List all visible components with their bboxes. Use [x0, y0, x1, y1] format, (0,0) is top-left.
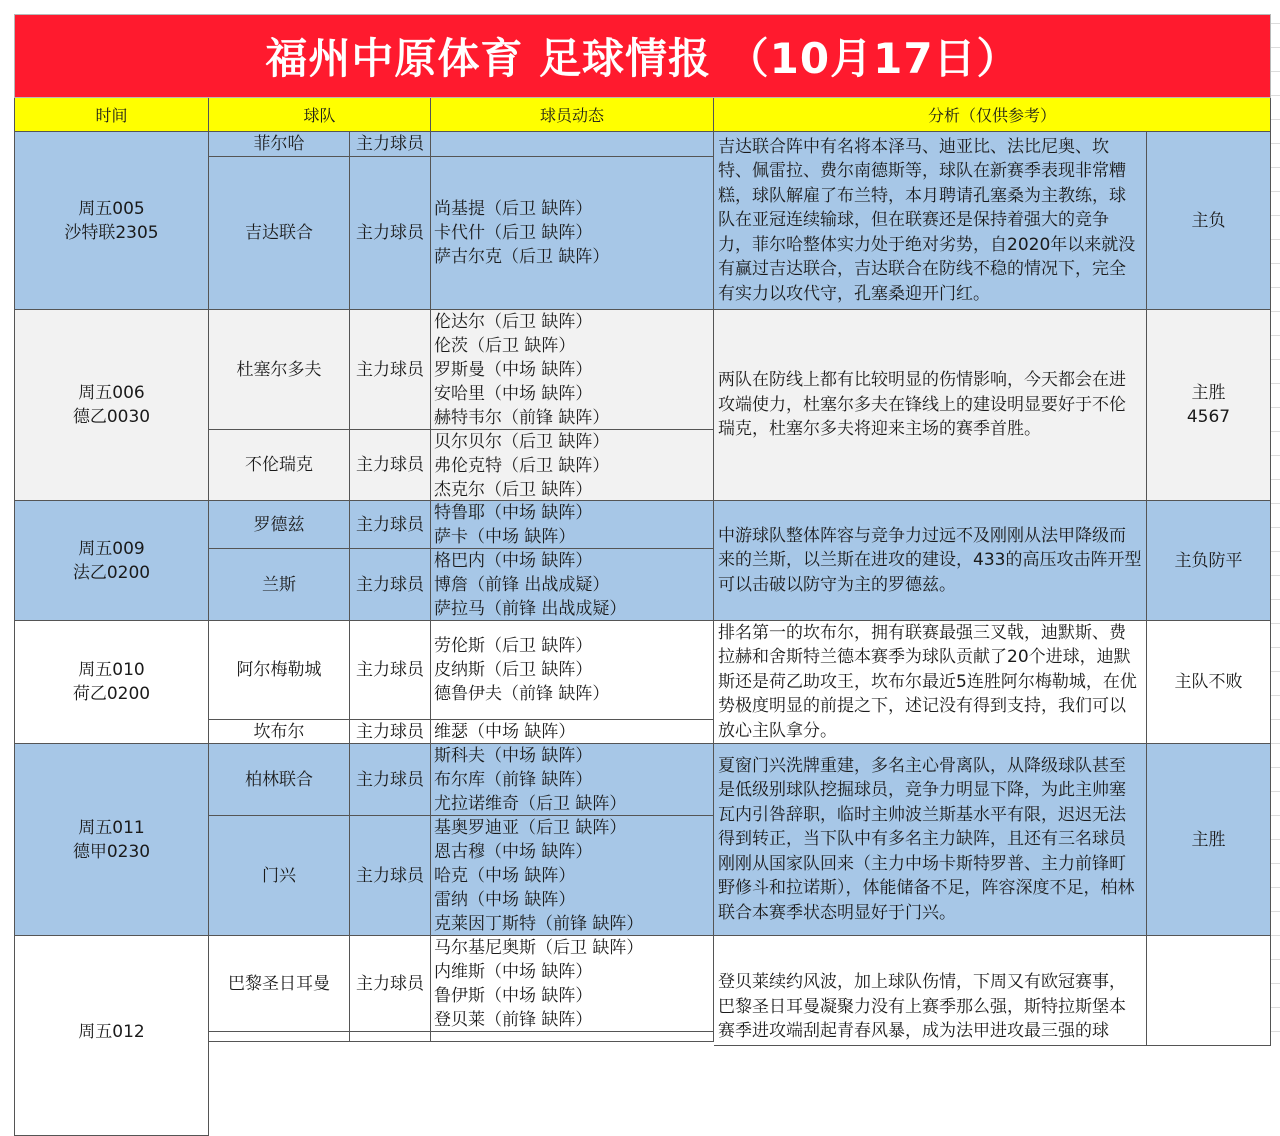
match-code: 周五010: [78, 660, 145, 680]
player-role: 主力球员: [350, 720, 431, 744]
away-player-status: [431, 1032, 714, 1042]
prediction: [1147, 621, 1271, 744]
match-league: 德甲0230: [72, 841, 151, 862]
player-item: 卡代什（后卫 缺阵）: [434, 223, 593, 243]
player-role: 主力球员: [350, 157, 431, 310]
player-item: 基奥罗迪亚（后卫 缺阵）: [434, 818, 627, 838]
player-role: 主力球员: [350, 549, 431, 621]
player-item: 登贝莱（前锋 缺阵）: [434, 1010, 593, 1030]
match-code: 周五012: [78, 1022, 145, 1042]
player-role: 主力球员: [350, 310, 431, 430]
away-player-status: [431, 549, 714, 621]
player-item: 贝尔贝尔（后卫 缺阵）: [434, 432, 610, 452]
home-team: 杜塞尔多夫: [209, 310, 350, 430]
prediction-line: 主队不败: [1174, 672, 1243, 692]
header-analysis: 分析（仅供参考）: [714, 98, 1271, 132]
analysis-text: 排名第一的坎布尔，拥有联赛最强三叉戟，迪默斯、费拉赫和舍斯特兰德本赛季为球队贡献了20个进球，迪默斯还是荷乙助攻王，坎布尔最近5连胜阿尔梅勒城，在优势极度明显的前提之下，述记没有得到支持，我们可以放心主队拿分。: [714, 621, 1147, 744]
player-item: 德鲁伊夫（前锋 缺阵）: [434, 684, 610, 704]
home-team: 菲尔哈: [209, 132, 350, 157]
away-player-status: [431, 816, 714, 936]
player-item: 萨卡（中场 缺阵）: [434, 527, 576, 547]
away-team: [209, 1032, 350, 1042]
player-item: 劳伦斯（后卫 缺阵）: [434, 636, 593, 656]
player-item: 赫特韦尔（前锋 缺阵）: [434, 408, 610, 428]
player-item: 布尔库（前锋 缺阵）: [434, 770, 593, 790]
prediction-line: 主负: [1191, 210, 1226, 231]
page-title: 福州中原体育 足球情报 （10月17日）: [14, 14, 1271, 98]
analysis-text: 登贝莱续约风波，加上球队伤情，下周又有欧冠赛事，巴黎圣日耳曼凝聚力没有上赛季那么强，斯特拉斯堡本赛季进攻端刮起青春风暴，成为法甲进攻最三强的球: [714, 936, 1147, 1046]
header-team: 球队: [209, 98, 431, 132]
match-code: 周五005: [78, 198, 145, 219]
player-item: 恩古穆（中场 缺阵）: [434, 842, 593, 862]
player-item: 罗斯曼（中场 缺阵）: [434, 360, 593, 380]
prediction: [1147, 310, 1271, 501]
player-item: 维瑟（中场 缺阵）: [434, 722, 576, 742]
player-item: 伦达尔（后卫 缺阵）: [434, 312, 593, 332]
match-code: 周五011: [78, 817, 145, 838]
player-item: 杰克尔（后卫 缺阵）: [434, 480, 593, 500]
match-time-cell: [14, 132, 209, 310]
home-team: 巴黎圣日耳曼: [209, 936, 350, 1032]
home-player-status: [431, 501, 714, 549]
player-item: 伦茨（后卫 缺阵）: [434, 336, 576, 356]
prediction-line: 4567: [1186, 407, 1231, 427]
match-time-cell: [14, 744, 209, 936]
home-player-status: [431, 744, 714, 816]
away-player-status: [431, 430, 714, 501]
match-code: 周五009: [78, 538, 145, 559]
player-item: 尤拉诺维奇（后卫 缺阵）: [434, 794, 627, 814]
away-team: 兰斯: [209, 549, 350, 621]
player-role: 主力球员: [350, 621, 431, 720]
player-role: 主力球员: [350, 430, 431, 501]
player-item: 斯科夫（中场 缺阵）: [434, 746, 593, 766]
player-role: 主力球员: [350, 936, 431, 1032]
player-item: 内维斯（中场 缺阵）: [434, 962, 593, 982]
home-team: 阿尔梅勒城: [209, 621, 350, 720]
away-player-status: [431, 157, 714, 310]
player-role: [350, 1032, 431, 1042]
away-player-status: [431, 720, 714, 744]
analysis-text: 两队在防线上都有比较明显的伤情影响，今天都会在进攻端使力，杜塞尔多夫在锋线上的建设明显要好于不伦瑞克，杜塞尔多夫将迎来主场的赛季首胜。: [714, 310, 1147, 501]
home-player-status: [431, 310, 714, 430]
player-item: 尚基提（后卫 缺阵）: [434, 199, 593, 219]
match-time-cell: [14, 501, 209, 621]
match-code: 周五006: [78, 383, 145, 403]
player-item: 哈克（中场 缺阵）: [434, 866, 576, 886]
player-item: 马尔基尼奥斯（后卫 缺阵）: [434, 938, 644, 958]
home-team: 罗德兹: [209, 501, 350, 549]
home-player-status: [431, 621, 714, 720]
match-league: 荷乙0200: [72, 684, 151, 704]
player-role: 主力球员: [350, 744, 431, 816]
away-team: 吉达联合: [209, 157, 350, 310]
player-item: 克莱因丁斯特（前锋 缺阵）: [434, 914, 644, 934]
prediction: [1147, 744, 1271, 936]
player-item: 格巴内（中场 缺阵）: [434, 551, 593, 571]
player-item: 弗伦克特（后卫 缺阵）: [434, 456, 610, 476]
player-item: 萨拉马（前锋 出战成疑）: [434, 599, 627, 619]
away-team: 坎布尔: [209, 720, 350, 744]
away-team: 门兴: [209, 816, 350, 936]
sheet-gridlines: [1271, 0, 1280, 1036]
player-item: 鲁伊斯（中场 缺阵）: [434, 986, 593, 1006]
player-item: 特鲁耶（中场 缺阵）: [434, 503, 593, 523]
player-role: 主力球员: [350, 501, 431, 549]
away-team: 不伦瑞克: [209, 430, 350, 501]
match-time-cell: [14, 310, 209, 501]
match-league: 法乙0200: [72, 562, 151, 583]
prediction: [1147, 501, 1271, 621]
header-time: 时间: [14, 98, 209, 132]
player-item: 雷纳（中场 缺阵）: [434, 890, 576, 910]
player-role: 主力球员: [350, 132, 431, 157]
prediction: [1147, 936, 1271, 1046]
player-role: 主力球员: [350, 816, 431, 936]
player-item: 安哈里（中场 缺阵）: [434, 384, 593, 404]
prediction-line: 主胜: [1191, 829, 1226, 850]
match-league: 德乙0030: [72, 407, 151, 427]
header-player-status: 球员动态: [431, 98, 714, 132]
home-player-status: [431, 936, 714, 1032]
player-item: 萨古尔克（后卫 缺阵）: [434, 247, 610, 267]
player-item: 皮纳斯（后卫 缺阵）: [434, 660, 593, 680]
analysis-text: 中游球队整体阵容与竞争力过远不及刚刚从法甲降级而来的兰斯，以兰斯在进攻的建设，433的高压攻击阵开型可以击破以防守为主的罗德兹。: [714, 501, 1147, 621]
home-team: 柏林联合: [209, 744, 350, 816]
prediction-line: 主负防平: [1174, 550, 1243, 571]
analysis-text: 夏窗门兴洗牌重建，多名主心骨离队，从降级球队甚至是低级别球队挖掘球员，竞争力明显下降，为此主帅塞瓦内引咎辞职，临时主帅波兰斯基水平有限，迟迟无法得到转正，当下队中有多名主力缺阵，且还有三名球员刚刚从国家队回来（主力中场卡斯特罗普、主力前锋町野修斗和拉诺斯），体能储备不足，阵容深度不足，柏林联合本赛季状态明显好于门兴。: [714, 744, 1147, 936]
match-time-cell: [14, 936, 209, 1136]
prediction-line: 主胜: [1191, 383, 1226, 403]
analysis-text: 吉达联合阵中有名将本泽马、迪亚比、法比尼奥、坎特、佩雷拉、费尔南德斯等，球队在新赛季表现非常糟糕，球队解雇了布兰特，本月聘请孔塞桑为主教练，球队在亚冠连续输球，但在联赛还是保持着强大的竞争力，菲尔哈整体实力处于绝对劣势，自2020年以来就没有赢过吉达联合，吉达联合在防线不稳的情况下，完全有实力以攻代守，孔塞桑迎开门红。: [714, 132, 1147, 310]
player-item: 博詹（前锋 出战成疑）: [434, 575, 610, 595]
match-time-cell: [14, 621, 209, 744]
home-player-status: [431, 132, 714, 157]
prediction: [1147, 132, 1271, 310]
match-league: 沙特联2305: [64, 222, 159, 243]
